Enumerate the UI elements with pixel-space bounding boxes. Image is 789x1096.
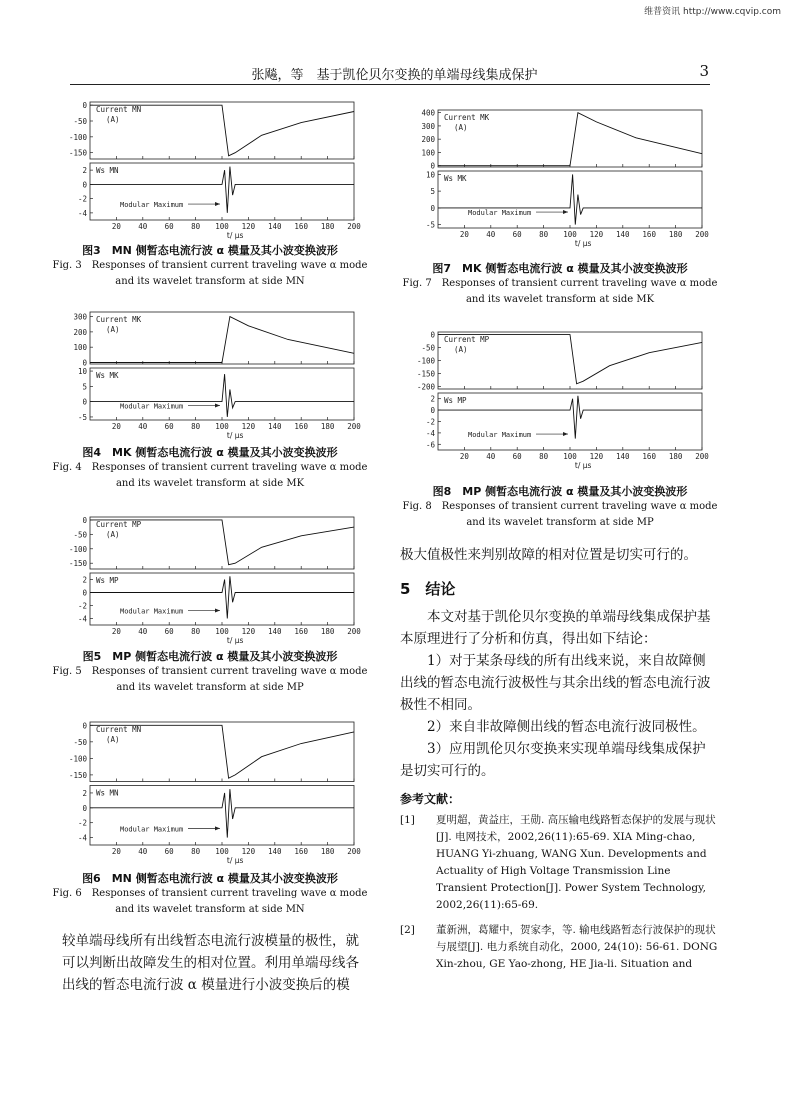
x-tick-label: 100	[215, 222, 229, 231]
modular-maximum-label: Modular Maximum	[120, 607, 184, 616]
caption-line-1: Fig. 4 Responses of transient current traveling wave α mode	[52, 462, 368, 473]
references-heading: 参考文献：	[400, 792, 461, 806]
y-tick-label: -2	[77, 818, 87, 828]
x-tick-label: 200	[347, 627, 361, 636]
figure-6-caption-cn: 图6 MN 侧暂态电流行波 α 模量及其小波变换波形	[82, 872, 338, 885]
arrow-head	[563, 432, 568, 436]
x-tick-label: 200	[347, 847, 361, 856]
figure-3	[60, 100, 360, 240]
modular-maximum-label: Modular Maximum	[120, 201, 184, 210]
figure-plot	[408, 108, 708, 248]
y-tick-label: -4	[425, 428, 435, 438]
x-tick-label: 140	[268, 422, 282, 431]
conclusion-2: 2）来自非故障侧出线的暂态电流行波同极性。	[427, 719, 706, 735]
y-tick-label: -100	[68, 132, 87, 142]
caption-line-2: and its wavelet transform at side MP	[116, 682, 304, 693]
top-panel-label: Current MK	[96, 315, 142, 324]
x-tick-label: 180	[320, 422, 335, 431]
x-tick-label: 100	[563, 452, 577, 461]
bottom-panel-label: Ws MN	[96, 788, 119, 798]
conclusion-intro: 本文对基于凯伦贝尔变换的单端母线集成保护基本原理进行了分析和仿真，得出如下结论：	[400, 609, 711, 647]
figure-3-caption-cn: 图3 MN 侧暂态电流行波 α 模量及其小波变换波形	[82, 244, 338, 257]
figure-7-caption-en	[390, 276, 730, 308]
y-tick-label: -100	[68, 754, 87, 764]
x-tick-label: 140	[268, 222, 282, 231]
y-tick-label: -150	[68, 559, 87, 569]
figure-8-caption-cn: 图8 MP 侧暂态电流行波 α 模量及其小波变换波形	[432, 485, 688, 498]
y-tick-label: -2	[77, 601, 87, 611]
x-tick-label: 140	[268, 627, 282, 636]
x-tick-label: 20	[111, 847, 121, 856]
caption-line-1: Fig. 6 Responses of transient current traveling wave α mode	[52, 888, 368, 899]
x-axis-label: t/ μs	[226, 856, 244, 865]
reference-number: [1]	[400, 814, 415, 826]
x-tick-label: 40	[138, 847, 148, 856]
y-tick-label: -2	[425, 417, 435, 427]
x-tick-label: 120	[241, 847, 256, 856]
bottom-panel-frame	[90, 573, 354, 625]
unit-label: (A)	[106, 530, 120, 539]
x-tick-label: 140	[268, 847, 282, 856]
y-tick-label: 100	[421, 148, 435, 158]
caption-line-1: Fig. 7 Responses of transient current traveling wave α mode	[402, 278, 718, 289]
y-tick-label: -150	[68, 770, 87, 780]
x-tick-label: 120	[241, 627, 256, 636]
bottom-panel-label: Ws MK	[444, 174, 467, 183]
y-tick-label: -100	[68, 544, 87, 554]
figure-plot	[60, 310, 360, 440]
x-tick-label: 40	[138, 222, 148, 231]
x-tick-label: 140	[616, 452, 630, 461]
top-panel-label: Current MK	[444, 113, 490, 122]
y-tick-label: 2	[82, 575, 87, 585]
y-tick-label: -50	[73, 117, 87, 126]
watermark: 维普资讯 http://www.cqvip.com	[644, 7, 781, 17]
x-tick-label: 20	[111, 422, 121, 431]
arrow-head	[215, 608, 220, 612]
y-tick-label: 10	[77, 367, 87, 377]
y-tick-label: -4	[77, 614, 87, 624]
figure-5-caption-cn: 图5 MP 侧暂态电流行波 α 模量及其小波变换波形	[82, 650, 338, 663]
x-tick-label: 80	[539, 230, 549, 239]
figure-8-caption-en	[390, 499, 730, 531]
reference-1	[400, 812, 718, 914]
y-tick-label: 0	[82, 101, 87, 111]
left-paragraph: 较单端母线所有出线暂态电流行波模量的极性，就可以判断出故障发生的相对位置。利用单端母线各出线的暂态电流行波 α 模量进行小波变换后的模	[62, 933, 359, 993]
bottom-panel-label: Ws MP	[444, 396, 467, 405]
bottom-panel-label: Ws MN	[96, 166, 119, 175]
arrow-head	[563, 210, 568, 214]
figure-7	[408, 108, 708, 248]
x-tick-label: 80	[539, 452, 549, 461]
y-tick-label: -50	[421, 343, 435, 353]
unit-label: (A)	[454, 345, 468, 354]
modular-maximum-label: Modular Maximum	[120, 402, 184, 411]
caption-line-2: and its wavelet transform at side MN	[115, 276, 305, 287]
x-tick-label: 40	[138, 422, 148, 431]
bottom-panel-label: Ws MK	[96, 371, 119, 380]
right-paragraph-0: 极大值极性来判别故障的相对位置是切实可行的。	[400, 547, 697, 563]
x-tick-label: 40	[486, 230, 496, 239]
x-tick-label: 160	[294, 847, 308, 856]
y-tick-label: 400	[421, 108, 435, 118]
unit-label: (A)	[106, 325, 120, 334]
x-tick-label: 160	[294, 422, 308, 431]
x-tick-label: 60	[512, 230, 522, 239]
x-tick-label: 60	[164, 627, 174, 636]
y-tick-label: -2	[77, 194, 87, 204]
figure-8	[408, 330, 708, 470]
y-tick-label: 0	[430, 330, 435, 340]
y-tick-label: 5	[430, 187, 435, 197]
x-tick-label: 40	[486, 452, 496, 461]
conclusion-3: 3）应用凯伦贝尔变换来实现单端母线集成保护是切实可行的。	[400, 741, 706, 779]
x-tick-label: 160	[294, 627, 308, 636]
caption-line-2: and its wavelet transform at side MN	[115, 904, 305, 915]
y-tick-label: 0	[82, 803, 87, 813]
x-tick-label: 160	[642, 452, 656, 461]
x-axis-label: t/ μs	[226, 431, 244, 440]
x-tick-label: 20	[111, 222, 121, 231]
bottom-panel-label: Ws MP	[96, 576, 119, 585]
y-tick-label: 0	[430, 406, 435, 416]
y-tick-label: 100	[73, 343, 87, 353]
y-tick-label: 0	[82, 358, 87, 368]
y-tick-label: -150	[68, 148, 87, 158]
conclusions	[400, 606, 718, 782]
reference-text: 夏明超，黄益庄，王勋. 高压输电线路暂态保护的发展与现状[J]. 电网技术，2002,26(11):65-69. XIA Ming-chao, HUANG Yi-zhuang, WANG Xun. Developments and Actuality of High Voltage Transmission Line Transient Protection[J]. Power System Technology, 2002,26(11):65-69.	[436, 814, 716, 911]
x-tick-label: 160	[642, 230, 656, 239]
figure-4-caption-cn: 图4 MK 侧暂态电流行波 α 模量及其小波变换波形	[82, 446, 338, 459]
y-tick-label: -50	[73, 530, 87, 540]
figure-4	[60, 310, 360, 440]
y-tick-label: 0	[82, 397, 87, 407]
x-axis-label: t/ μs	[226, 636, 244, 645]
x-tick-label: 100	[215, 422, 229, 431]
y-tick-label: 0	[82, 515, 87, 525]
top-panel-label: Current MN	[96, 725, 142, 734]
x-axis-label: t/ μs	[226, 231, 244, 240]
caption-line-1: Fig. 5 Responses of transient current traveling wave α mode	[52, 666, 368, 677]
y-tick-label: 0	[82, 721, 87, 731]
x-tick-label: 60	[512, 452, 522, 461]
bottom-panel-frame	[438, 393, 702, 450]
x-tick-label: 20	[459, 452, 469, 461]
bottom-panel-frame	[90, 786, 354, 846]
conclusion-1: 1）对于某条母线的所有出线来说，来自故障侧出线的暂态电流行波极性与其余出线的暂态电流行波极性不相同。	[400, 653, 711, 713]
x-tick-label: 140	[616, 230, 630, 239]
x-tick-label: 100	[215, 847, 229, 856]
y-tick-label: 0	[430, 161, 435, 171]
y-tick-label: 0	[430, 203, 435, 213]
bottom-series-line	[438, 174, 702, 224]
x-tick-label: 180	[320, 627, 335, 636]
reference-number: [2]	[400, 924, 415, 936]
x-tick-label: 20	[111, 627, 121, 636]
x-tick-label: 180	[668, 452, 683, 461]
x-tick-label: 80	[191, 847, 201, 856]
x-tick-label: 200	[347, 222, 361, 231]
y-tick-label: -4	[77, 208, 87, 218]
x-axis-label: t/ μs	[574, 239, 592, 248]
bottom-panel-frame	[438, 171, 702, 228]
y-tick-label: 300	[421, 121, 435, 131]
y-tick-label: 10	[425, 170, 435, 180]
modular-maximum-label: Modular Maximum	[120, 825, 184, 834]
caption-line-2: and its wavelet transform at side MK	[465, 294, 655, 305]
header-rule	[70, 84, 710, 85]
figure-6	[60, 720, 360, 865]
y-tick-label: 2	[82, 788, 87, 798]
caption-line-1: Fig. 3 Responses of transient current traveling wave α mode	[52, 260, 368, 271]
y-tick-label: 2	[82, 166, 87, 176]
caption-line-2: and its wavelet transform at side MP	[466, 517, 654, 528]
running-title: 张飚，等 基于凯伦贝尔变换的单端母线集成保护	[251, 68, 538, 83]
y-tick-label: 0	[82, 588, 87, 598]
x-tick-label: 120	[241, 422, 256, 431]
figure-3-caption-en	[40, 258, 380, 290]
x-tick-label: 200	[347, 422, 361, 431]
top-panel-label: Current MP	[96, 520, 142, 529]
x-tick-label: 120	[589, 230, 604, 239]
arrow-head	[215, 826, 220, 830]
figure-5-caption-en	[40, 664, 380, 696]
y-tick-label: -4	[77, 833, 87, 843]
caption-line-1: Fig. 8 Responses of transient current traveling wave α mode	[402, 501, 718, 512]
figure-plot	[60, 515, 360, 645]
x-tick-label: 200	[695, 452, 709, 461]
x-tick-label: 60	[164, 847, 174, 856]
x-tick-label: 120	[241, 222, 256, 231]
x-tick-label: 40	[138, 627, 148, 636]
figure-5	[60, 515, 360, 645]
y-tick-label: 5	[82, 382, 87, 392]
y-tick-label: -5	[77, 412, 87, 422]
y-tick-label: -6	[425, 440, 435, 450]
x-tick-label: 100	[563, 230, 577, 239]
top-panel-label: Current MN	[96, 105, 142, 114]
modular-maximum-label: Modular Maximum	[468, 209, 532, 218]
y-tick-label: 200	[73, 327, 87, 337]
x-tick-label: 80	[191, 222, 201, 231]
figure-6-caption-en	[40, 886, 380, 918]
bottom-series-line	[90, 374, 354, 417]
bottom-panel-frame	[90, 368, 354, 420]
figure-plot	[60, 720, 360, 865]
y-tick-label: -50	[73, 737, 87, 747]
figure-plot	[60, 100, 360, 240]
modular-maximum-label: Modular Maximum	[468, 431, 532, 440]
unit-label: (A)	[106, 735, 120, 744]
figure-7-caption-cn: 图7 MK 侧暂态电流行波 α 模量及其小波变换波形	[432, 262, 688, 275]
y-tick-label: 0	[82, 180, 87, 190]
section-title: 5 结论	[400, 580, 456, 598]
x-tick-label: 100	[215, 627, 229, 636]
arrow-head	[215, 202, 220, 206]
reference-2	[400, 922, 718, 973]
y-tick-label: -200	[416, 382, 435, 392]
x-tick-label: 20	[459, 230, 469, 239]
page-number: 3	[699, 62, 709, 80]
x-tick-label: 60	[164, 422, 174, 431]
x-tick-label: 80	[191, 627, 201, 636]
figure-4-caption-en	[40, 460, 380, 492]
y-tick-label: -150	[416, 369, 435, 379]
reference-text: 董新洲，葛耀中，贺家李，等. 输电线路暂态行波保护的现状与展望[J]. 电力系统自动化，2000, 24(10): 56-61. DONG Xin-zhou, GE Yao-zhong, HE Jia-li. Situation and	[436, 924, 718, 970]
caption-line-2: and its wavelet transform at side MK	[115, 478, 305, 489]
x-tick-label: 60	[164, 222, 174, 231]
y-tick-label: -100	[416, 356, 435, 366]
arrow-head	[215, 403, 220, 407]
top-panel-label: Current MP	[444, 335, 490, 344]
y-tick-label: 200	[421, 135, 435, 145]
x-tick-label: 180	[320, 847, 335, 856]
unit-label: (A)	[454, 123, 468, 132]
figure-plot	[408, 330, 708, 470]
x-tick-label: 180	[320, 222, 335, 231]
x-tick-label: 180	[668, 230, 683, 239]
x-axis-label: t/ μs	[574, 461, 592, 470]
x-tick-label: 80	[191, 422, 201, 431]
y-tick-label: 300	[73, 312, 87, 322]
y-tick-label: 2	[430, 394, 435, 404]
unit-label: (A)	[106, 115, 120, 124]
x-tick-label: 200	[695, 230, 709, 239]
bottom-panel-frame	[90, 163, 354, 220]
x-tick-label: 120	[589, 452, 604, 461]
x-tick-label: 160	[294, 222, 308, 231]
y-tick-label: -5	[425, 220, 435, 230]
